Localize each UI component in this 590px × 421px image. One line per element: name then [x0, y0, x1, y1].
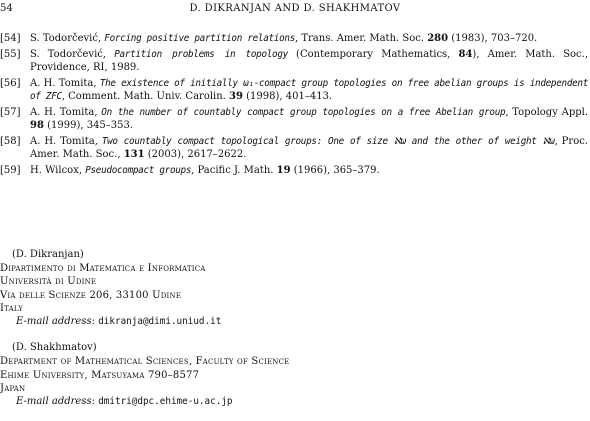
- reference-volume: 39: [229, 91, 243, 102]
- reference-title: Forcing positive partition relations: [104, 33, 295, 44]
- reference-entry: [0, 164, 590, 177]
- reference-author: H. Wilcox,: [30, 164, 86, 176]
- author-name: (D. Shakhmatov): [12, 342, 97, 354]
- email-row: E-mail address: dmitri@dpc.ehime-u.ac.jp: [16, 396, 233, 408]
- reference-number: [56]: [0, 77, 21, 89]
- address-line: Dipartimento di Matematica e Informatica: [0, 263, 206, 275]
- reference-journal: , Comment. Math. Univ. Carolin.: [61, 91, 230, 102]
- reference-volume: 19: [276, 164, 291, 176]
- email-address: dikranja@dimi.uniud.it: [98, 316, 222, 328]
- email-label: E-mail address: [16, 396, 92, 408]
- reference-journal: , Proc. Amer. Math. Soc.,: [30, 135, 588, 160]
- reference-number: [59]: [0, 164, 21, 176]
- page-number: 54: [0, 3, 13, 14]
- address-line: Ehime University, Matsuyama 790–8577: [0, 369, 200, 381]
- reference-author: S. Todorčević,: [30, 48, 115, 60]
- reference-journal: , Trans. Amer. Math. Soc.: [295, 33, 428, 44]
- reference-title: The existence of initially ω₁-compact group topologies on free abelian groups is independent of ZFC: [30, 77, 589, 102]
- reference-pages: (1983), 703–720.: [448, 33, 538, 44]
- address-line: Japan: [0, 382, 26, 394]
- reference-list: [0, 32, 590, 180]
- reference-pages: (1998), 401–413.: [242, 91, 333, 102]
- author-name: (D. Dikranjan): [12, 249, 84, 260]
- reference-pages: (2003), 2617–2622.: [144, 149, 247, 160]
- email-address: dmitri@dpc.ehime-u.ac.jp: [98, 396, 233, 408]
- reference-journal: , Pacific J. Math.: [191, 164, 277, 176]
- reference-author: A. H. Tomita,: [30, 106, 102, 118]
- reference-volume: 84: [458, 48, 473, 60]
- reference-pages: (1999), 345–353.: [43, 120, 134, 131]
- reference-journal: (Contemporary Mathematics,: [287, 48, 459, 60]
- author-addresses: [0, 248, 590, 421]
- reference-title: Partition problems in topology: [114, 48, 288, 60]
- reference-volume: 280: [427, 33, 449, 44]
- address-line: Italy: [0, 302, 24, 314]
- reference-author: S. Todorčević,: [30, 33, 105, 44]
- page-header: [0, 2, 590, 15]
- address-line: Department of Mathematical Sciences, Faculty of Science: [0, 356, 290, 368]
- reference-journal: , Topology Appl.: [505, 106, 588, 118]
- reference-author: A. H. Tomita,: [30, 135, 102, 147]
- reference-pages: ), Amer. Math. Soc., Providence, RI, 1989.: [30, 48, 588, 73]
- reference-entry: [0, 135, 590, 161]
- reference-entry: [0, 48, 590, 74]
- running-head: D. DIKRANJAN AND D. SHAKHMATOV: [189, 3, 401, 14]
- reference-pages: (1966), 365–379.: [290, 164, 380, 176]
- reference-volume: 131: [123, 149, 145, 160]
- reference-title: Pseudocompact groups: [85, 164, 192, 176]
- address-block-shakhmatov: [0, 341, 590, 408]
- reference-entry: [0, 106, 590, 132]
- reference-entry: [0, 32, 590, 45]
- reference-title: On the number of countably compact group topologies on a free Abelian group: [101, 106, 506, 118]
- reference-title: Two countably compact topological groups: One of size ℵω and the other of weight ℵω: [101, 135, 555, 147]
- reference-number: [55]: [0, 48, 21, 60]
- address-line: Via delle Scienze 206, 33100 Udine: [0, 289, 182, 301]
- reference-volume: 98: [30, 120, 44, 131]
- reference-entry: [0, 77, 590, 103]
- email-row: E-mail address: dikranja@dimi.uniud.it: [16, 316, 222, 328]
- address-block-dikranjan: [0, 248, 590, 328]
- reference-number: [58]: [0, 135, 21, 147]
- address-line: Università di Udine: [0, 276, 97, 288]
- reference-author: A. H. Tomita,: [30, 77, 100, 89]
- reference-number: [57]: [0, 106, 21, 118]
- reference-number: [54]: [0, 33, 21, 44]
- email-label: E-mail address: [16, 316, 92, 328]
